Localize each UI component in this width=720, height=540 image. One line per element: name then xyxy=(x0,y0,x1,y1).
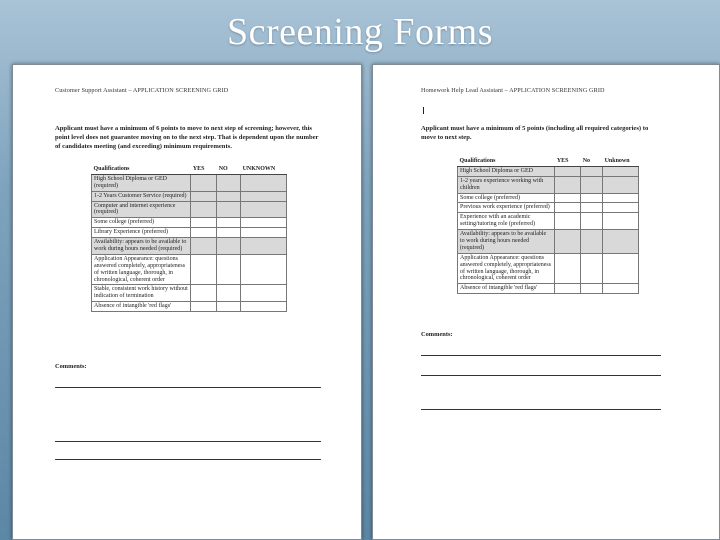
yes-check-cell[interactable] xyxy=(555,193,581,203)
qualification-cell: Absence of intangible 'red flags' xyxy=(92,302,191,312)
table-row xyxy=(92,201,287,218)
qualification-cell: 1-2 years experience working with children xyxy=(458,176,555,193)
unknown-check-cell[interactable] xyxy=(603,230,639,254)
no-check-cell[interactable] xyxy=(581,253,603,284)
qualification-cell: Computer and internet experience (required) xyxy=(92,201,191,218)
yes-check-cell[interactable] xyxy=(191,254,217,285)
no-check-cell[interactable] xyxy=(581,230,603,254)
qualification-cell: 1-2 Years Customer Service (required) xyxy=(92,191,191,201)
unknown-check-cell[interactable] xyxy=(603,203,639,213)
qualification-cell: High School Diploma or GED (required) xyxy=(92,174,191,191)
column-header: Unknown xyxy=(603,157,639,166)
text-cursor xyxy=(423,107,424,114)
qualification-cell: Availability: appears to be available to work during hours needed (required) xyxy=(458,230,555,254)
comment-line[interactable] xyxy=(421,409,661,410)
comment-line[interactable] xyxy=(421,355,661,356)
qualification-cell: Absence of intangible 'red flags' xyxy=(458,284,555,294)
table-row xyxy=(458,203,639,213)
right-comments-label: Comments: xyxy=(421,331,453,338)
yes-check-cell[interactable] xyxy=(191,191,217,201)
table-row xyxy=(458,193,639,203)
right-qualifications-table xyxy=(457,157,639,294)
table-row xyxy=(92,302,287,312)
table-row xyxy=(92,218,287,228)
no-check-cell[interactable] xyxy=(217,218,241,228)
yes-check-cell[interactable] xyxy=(555,213,581,230)
unknown-check-cell[interactable] xyxy=(603,176,639,193)
no-check-cell[interactable] xyxy=(217,191,241,201)
no-check-cell[interactable] xyxy=(581,203,603,213)
no-check-cell[interactable] xyxy=(581,284,603,294)
unknown-check-cell[interactable] xyxy=(241,238,287,255)
column-header: No xyxy=(581,157,603,166)
table-row xyxy=(458,166,639,176)
right-form-header: Homework Help Lead Assistant – APPLICATION SCREENING GRID xyxy=(421,87,605,94)
left-qualifications-table xyxy=(91,165,287,312)
qualification-cell: Availability: appears to be available to work during hours needed (required) xyxy=(92,238,191,255)
qualification-cell: Application Appearance: questions answered completely, appropriateness of written language, thorough, in chronological, coherent order xyxy=(458,253,555,284)
unknown-check-cell[interactable] xyxy=(603,253,639,284)
no-check-cell[interactable] xyxy=(581,176,603,193)
unknown-check-cell[interactable] xyxy=(603,166,639,176)
qualification-cell: Application Appearance: questions answered completely, appropriateness of written language, thorough, in chronological, coherent order xyxy=(92,254,191,285)
unknown-check-cell[interactable] xyxy=(241,285,287,302)
column-header: UNKNOWN xyxy=(241,165,287,174)
table-row xyxy=(92,238,287,255)
left-comments-label: Comments: xyxy=(55,363,87,370)
qualification-cell: High School Diploma or GED xyxy=(458,166,555,176)
qualification-cell: Experience with an academic setting/tutoring role (preferred) xyxy=(458,213,555,230)
yes-check-cell[interactable] xyxy=(191,228,217,238)
yes-check-cell[interactable] xyxy=(555,203,581,213)
left-form-intro: Applicant must have a minimum of 6 points to move to next step of screening; however, this point level does not guarantee moving on to the next step. That is dependent upon the number of candidates meeting (and exceeding) minimum requirements. xyxy=(55,125,319,150)
qualification-cell: Some college (preferred) xyxy=(92,218,191,228)
unknown-check-cell[interactable] xyxy=(603,284,639,294)
unknown-check-cell[interactable] xyxy=(241,218,287,228)
yes-check-cell[interactable] xyxy=(555,176,581,193)
table-row xyxy=(458,176,639,193)
table-header-row xyxy=(92,165,287,174)
table-row xyxy=(458,213,639,230)
comment-line[interactable] xyxy=(421,375,661,376)
table-row xyxy=(92,228,287,238)
qualification-cell: Library Experience (preferred) xyxy=(92,228,191,238)
column-header: Qualifications xyxy=(458,157,555,166)
table-row xyxy=(92,254,287,285)
column-header: Qualifications xyxy=(92,165,191,174)
left-screening-form xyxy=(12,64,362,540)
unknown-check-cell[interactable] xyxy=(241,174,287,191)
left-form-header: Customer Support Assistant – APPLICATION SCREENING GRID xyxy=(55,87,229,94)
column-header: YES xyxy=(191,165,217,174)
unknown-check-cell[interactable] xyxy=(241,228,287,238)
no-check-cell[interactable] xyxy=(581,193,603,203)
yes-check-cell[interactable] xyxy=(191,201,217,218)
no-check-cell[interactable] xyxy=(217,201,241,218)
right-form-intro: Applicant must have a minimum of 5 points (including all required categories) to move to next step. xyxy=(421,125,649,141)
no-check-cell[interactable] xyxy=(581,213,603,230)
right-screening-form xyxy=(372,64,720,540)
unknown-check-cell[interactable] xyxy=(241,191,287,201)
qualification-cell: Stable, consistent work history without indication of termination xyxy=(92,285,191,302)
no-check-cell[interactable] xyxy=(217,228,241,238)
unknown-check-cell[interactable] xyxy=(241,201,287,218)
no-check-cell[interactable] xyxy=(217,302,241,312)
comment-line[interactable] xyxy=(55,441,321,442)
unknown-check-cell[interactable] xyxy=(603,213,639,230)
yes-check-cell[interactable] xyxy=(555,284,581,294)
yes-check-cell[interactable] xyxy=(191,238,217,255)
yes-check-cell[interactable] xyxy=(555,253,581,284)
yes-check-cell[interactable] xyxy=(191,285,217,302)
table-row xyxy=(92,285,287,302)
table-header-row xyxy=(458,157,639,166)
no-check-cell[interactable] xyxy=(217,285,241,302)
unknown-check-cell[interactable] xyxy=(241,254,287,285)
no-check-cell[interactable] xyxy=(217,254,241,285)
table-row xyxy=(458,230,639,254)
column-header: YES xyxy=(555,157,581,166)
unknown-check-cell[interactable] xyxy=(241,302,287,312)
qualification-cell: Some college (preferred) xyxy=(458,193,555,203)
slide-title: Screening Forms xyxy=(226,11,494,53)
table-row xyxy=(92,191,287,201)
no-check-cell[interactable] xyxy=(217,238,241,255)
comment-line[interactable] xyxy=(55,387,321,388)
yes-check-cell[interactable] xyxy=(191,174,217,191)
no-check-cell[interactable] xyxy=(581,166,603,176)
table-row xyxy=(458,253,639,284)
yes-check-cell[interactable] xyxy=(555,230,581,254)
table-row xyxy=(458,284,639,294)
yes-check-cell[interactable] xyxy=(555,166,581,176)
unknown-check-cell[interactable] xyxy=(603,193,639,203)
qualification-cell: Previous work experience (preferred) xyxy=(458,203,555,213)
yes-check-cell[interactable] xyxy=(191,302,217,312)
table-row xyxy=(92,174,287,191)
yes-check-cell[interactable] xyxy=(191,218,217,228)
no-check-cell[interactable] xyxy=(217,174,241,191)
comment-line[interactable] xyxy=(55,459,321,460)
column-header: NO xyxy=(217,165,241,174)
